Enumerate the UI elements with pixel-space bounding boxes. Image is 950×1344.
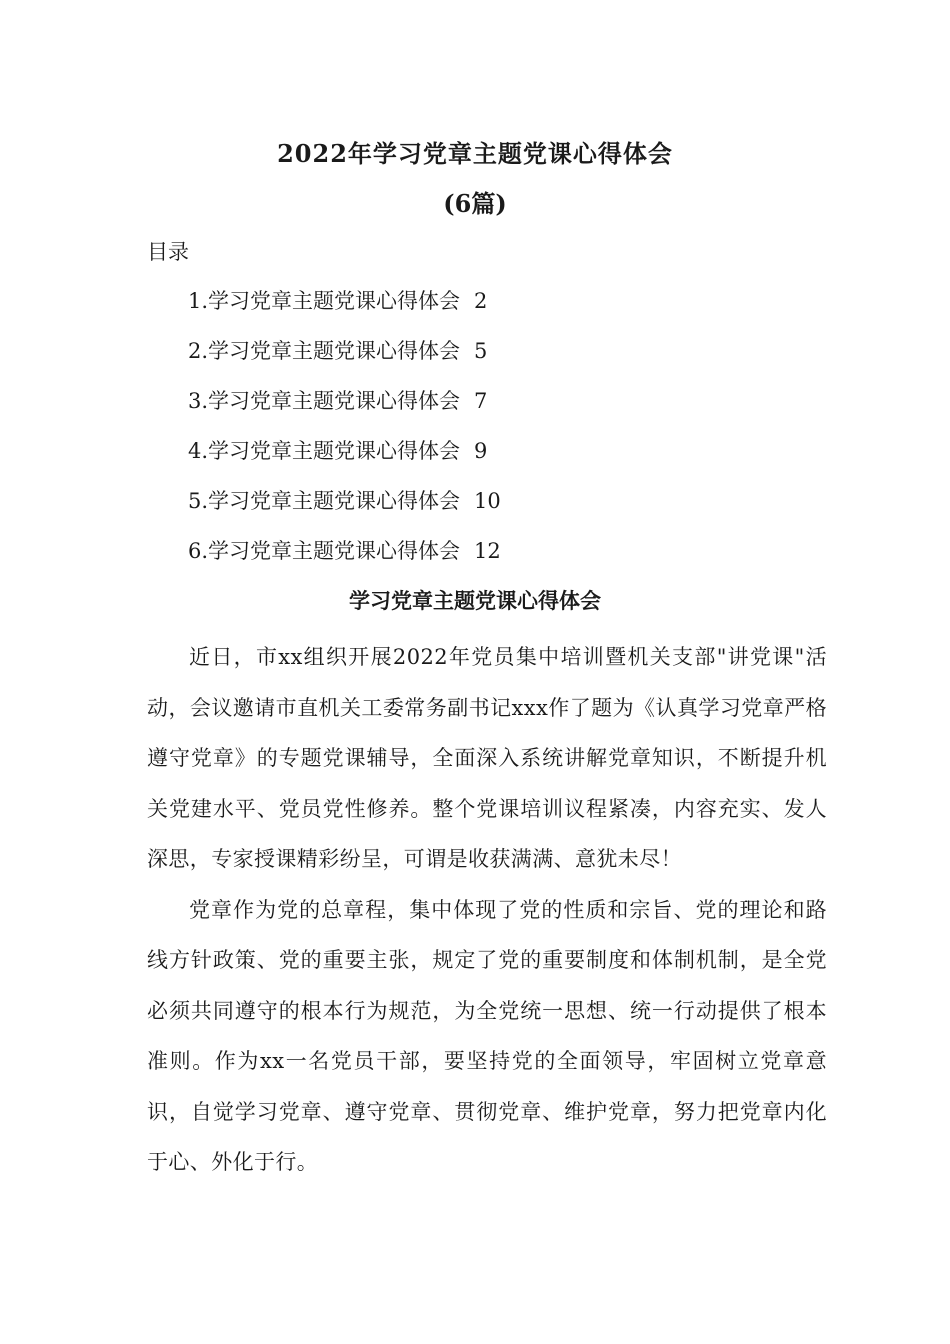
toc-item[interactable]: [188, 336, 501, 386]
toc-item-page: 12: [474, 539, 501, 563]
toc-item[interactable]: [188, 436, 501, 486]
toc-heading: 目录: [147, 240, 189, 264]
section-title: 学习党章主题党课心得体会: [349, 588, 601, 613]
toc-item[interactable]: [188, 536, 501, 586]
body-paragraph: 近日，市xx组织开展2022年党员集中培训暨机关支部"讲党课"活动，会议邀请市直机关工委常务副书记xxx作了题为《认真学习党章严格遵守党章》的专题党课辅导，全面深入系统讲解党章知识，不断提升机关党建水平、党员党性修养。整个党课培训议程紧凑，内容充实、发人深思，专家授课精彩纷呈，可谓是收获满满、意犹未尽！: [147, 645, 827, 871]
body-paragraph: 党章作为党的总章程，集中体现了党的性质和宗旨、党的理论和路线方针政策、党的重要主张，规定了党的重要制度和体制机制，是全党必须共同遵守的根本行为规范，为全党统一思想、统一行动提供了根本准则。作为xx一名党员干部，要坚持党的全面领导，牢固树立党章意识，自觉学习党章、遵守党章、贯彻党章、维护党章，努力把党章内化于心、外化于行。: [147, 897, 827, 1174]
toc-item-page: 10: [474, 489, 501, 513]
toc-item[interactable]: [188, 386, 501, 436]
section-body: [147, 632, 827, 1188]
toc-item-page: 5: [474, 339, 488, 363]
toc-item-label: 3.学习党章主题党课心得体会: [188, 389, 461, 413]
toc-item[interactable]: [188, 486, 501, 536]
document-title: 2022年学习党章主题党课心得体会: [277, 139, 673, 168]
toc-item-page: 7: [474, 389, 488, 413]
toc-item-label: 1.学习党章主题党课心得体会: [188, 289, 461, 313]
toc-item-label: 2.学习党章主题党课心得体会: [188, 339, 461, 363]
toc-item-page: 2: [474, 289, 488, 313]
toc-item-label: 5.学习党章主题党课心得体会: [188, 489, 461, 513]
table-of-contents: [188, 286, 501, 586]
toc-item-label: 4.学习党章主题党课心得体会: [188, 439, 461, 463]
document-subtitle: (6篇): [443, 189, 507, 218]
toc-item-label: 6.学习党章主题党课心得体会: [188, 539, 461, 563]
toc-item[interactable]: [188, 286, 501, 336]
toc-item-page: 9: [474, 439, 488, 463]
